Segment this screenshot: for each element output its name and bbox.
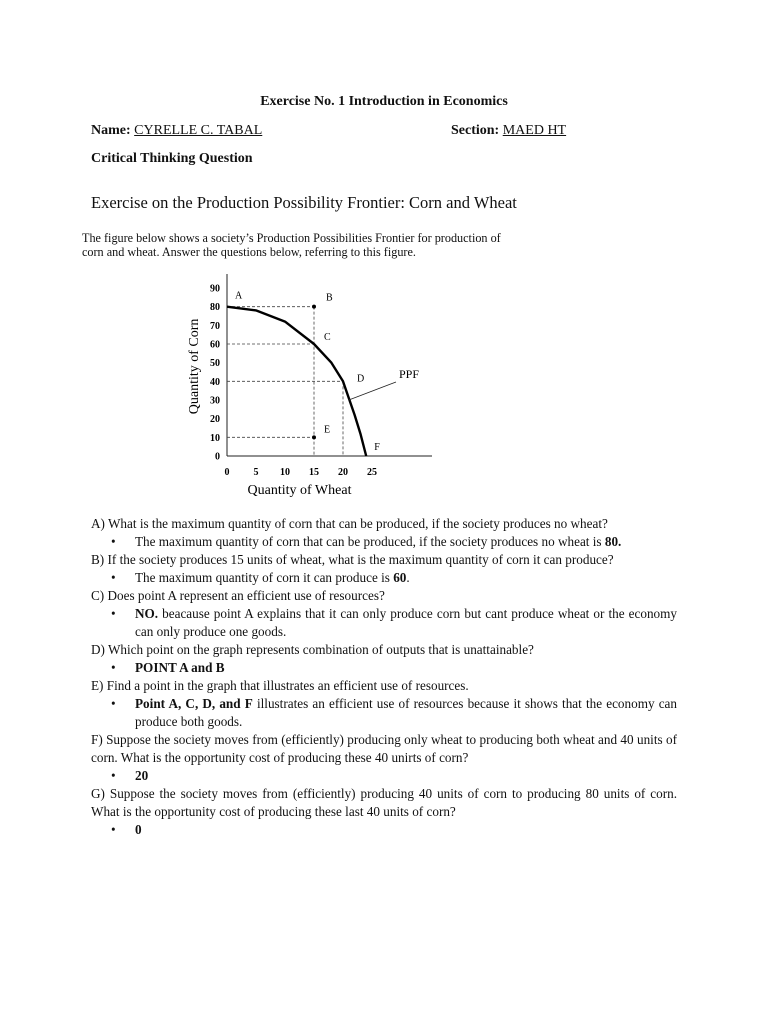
answer-bullet — [91, 605, 677, 641]
point-e-label: E — [324, 424, 331, 436]
name-label: Name: — [91, 123, 131, 138]
y-tick-label: 90 — [210, 283, 220, 295]
y-tick-label: 70 — [210, 320, 220, 332]
ppf-pointer-line — [349, 382, 396, 400]
x-tick-label: 15 — [309, 467, 319, 478]
question-block — [91, 587, 677, 641]
y-tick-label: 60 — [210, 339, 220, 351]
question-block — [91, 731, 677, 785]
x-tick-label: 20 — [338, 467, 348, 478]
answer-text: The maximum quantity of corn it can produce is — [135, 570, 394, 585]
answer-text: beacause point A explains that it can only produce corn but cant produce wheat or the economy can only produce one goods. — [135, 606, 677, 639]
section-value: MAED HT — [502, 123, 567, 138]
answer-bullet — [91, 695, 677, 731]
name-row — [91, 123, 262, 139]
bullet-icon: • — [111, 606, 116, 621]
questions-list — [91, 515, 677, 839]
point-b-label: B — [326, 292, 333, 304]
answer-tail: . — [406, 570, 410, 585]
bullet-icon: • — [111, 822, 116, 837]
y-tick-label: 40 — [210, 376, 220, 388]
ppf-annotation: PPF — [399, 367, 420, 381]
exercise-heading: Exercise on the Production Possibility Frontier: Corn and Wheat — [91, 193, 517, 212]
answer-bold: Point A, C, D, and F — [135, 696, 253, 711]
question-text: F) Suppose the society moves from (efficiently) producing only wheat to producing both wheat and 40 units of corn. What is the opportunity cost of producing these 40 unirts of corn? — [91, 732, 677, 765]
bullet-icon: • — [111, 660, 116, 675]
point-a-label: A — [235, 290, 243, 302]
section-label: Section: — [451, 123, 500, 138]
answer-text: illustrates an efficient use of resources because it shows that the economy can produce both goods. — [135, 696, 677, 729]
section-row — [451, 123, 566, 139]
x-tick-label: 5 — [253, 467, 259, 478]
x-axis-label: Quantity of Wheat — [247, 483, 352, 498]
page-title: Exercise No. 1 Introduction in Economics — [260, 94, 508, 109]
y-tick-label: 20 — [210, 414, 220, 426]
question-block — [91, 515, 677, 551]
answer-bullet — [91, 569, 677, 587]
answer-text: The maximum quantity of corn that can be produced, if the society produces no wheat is — [135, 534, 605, 549]
point-e-marker — [312, 435, 316, 439]
point-f-label: F — [374, 442, 380, 453]
question-text: G) Suppose the society moves from (efficiently) producing 40 units of corn to producing 80 units of corn. What is the opportunity cost of producing these last 40 units of corn? — [91, 786, 677, 819]
answer-bullet — [91, 767, 677, 785]
answer-bullet — [91, 533, 677, 551]
answer-bold: NO. — [135, 606, 159, 621]
point-d-label: D — [357, 373, 365, 385]
x-tick-label: 0 — [224, 467, 230, 478]
name-value: CYRELLE C. TABAL — [134, 123, 263, 138]
answer-bullet — [91, 821, 677, 839]
question-text: A) What is the maximum quantity of corn that can be produced, if the society produces no wheat? — [91, 516, 608, 531]
x-tick-label: 25 — [367, 467, 377, 478]
answer-bold: POINT A and B — [135, 660, 225, 675]
y-tick-label: 30 — [210, 395, 220, 407]
bullet-icon: • — [111, 768, 116, 783]
answer-bullet — [91, 659, 677, 677]
point-c-label: C — [324, 332, 331, 343]
x-tick-label: 10 — [280, 467, 290, 478]
question-block — [91, 551, 677, 587]
y-tick-label: 10 — [210, 432, 220, 444]
question-block — [91, 677, 677, 731]
point-b-marker — [312, 305, 316, 309]
critical-thinking-heading: Critical Thinking Question — [91, 151, 253, 166]
question-text: B) If the society produces 15 units of wheat, what is the maximum quantity of corn it can produce? — [91, 552, 614, 567]
question-text: D) Which point on the graph represents combination of outputs that is unattainable? — [91, 642, 534, 657]
answer-bold: 80. — [604, 534, 622, 549]
answer-bold: 60 — [393, 570, 407, 585]
bullet-icon: • — [111, 696, 116, 711]
y-tick-label: 80 — [210, 302, 220, 314]
y-tick-label: 50 — [210, 358, 220, 370]
answer-bold: 20 — [135, 768, 149, 783]
question-block — [91, 641, 677, 677]
bullet-icon: • — [111, 570, 116, 585]
question-text: E) Find a point in the graph that illustrates an efficient use of resources. — [91, 678, 469, 693]
question-block — [91, 785, 677, 839]
y-axis-label: Quantity of Corn — [187, 318, 202, 415]
answer-bold: 0 — [135, 822, 142, 837]
exercise-intro: The figure below shows a society’s Production Possibilities Frontier for production of corn and wheat. Answer the questions below, referring to this figure. — [82, 231, 501, 259]
bullet-icon: • — [111, 534, 116, 549]
ppf-chart — [170, 270, 440, 500]
y-tick-label: 0 — [215, 451, 220, 463]
question-text: C) Does point A represent an efficient use of resources? — [91, 588, 385, 603]
